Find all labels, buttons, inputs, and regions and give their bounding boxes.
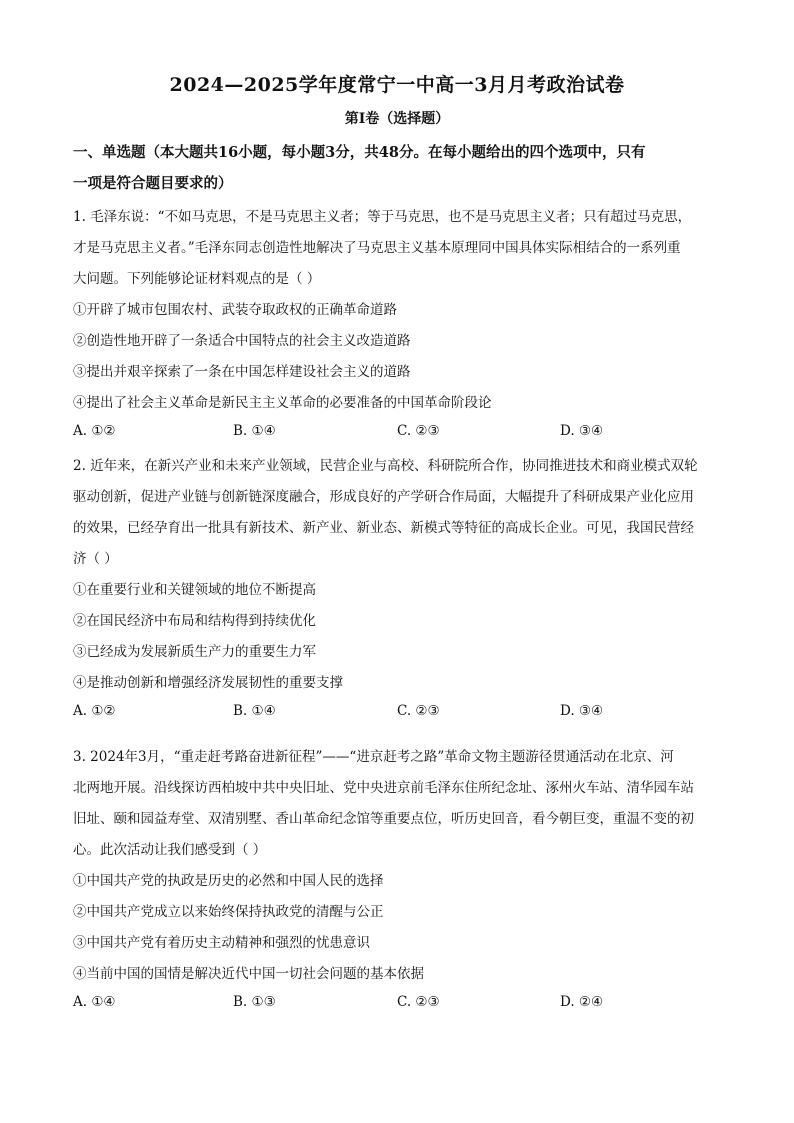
option-d[interactable]: D. ③④: [560, 703, 604, 719]
option-c[interactable]: C. ②③: [397, 423, 440, 439]
option-b[interactable]: B. ①④: [233, 423, 276, 439]
statement-4: ④提出了社会主义革命是新民主主义革命的必要准备的中国革命阶段论: [73, 395, 492, 411]
option-b[interactable]: B. ①④: [233, 703, 276, 719]
question-stem-line: 2. 近年来，在新兴产业和未来产业领域，民营企业与高校、科研院所合作，协同推进技术和商业模式双轮: [73, 458, 698, 474]
section-heading-line-2: 一项是符合题目要求的）: [73, 175, 233, 192]
option-c[interactable]: C. ②③: [397, 703, 440, 719]
question-stem-line: 心。此次活动让我们感受到（ ）: [73, 842, 267, 858]
statement-3: ③中国共产党有着历史主动精神和强烈的忧患意识: [73, 935, 370, 951]
question-stem-line: 济（ ）: [73, 551, 118, 567]
option-b[interactable]: B. ①③: [233, 994, 276, 1010]
answer-options: [73, 703, 723, 723]
option-d[interactable]: D. ③④: [560, 423, 604, 439]
statement-1: ①中国共产党的执政是历史的必然和中国人民的选择: [73, 873, 384, 889]
statement-1: ①开辟了城市包围农村、武装夺取政权的正确革命道路: [73, 302, 397, 318]
question-stem-line: 的效果，已经孕育出一批具有新技术、新产业、新业态、新模式等特征的高成长企业。可见，我国民营经: [73, 520, 694, 536]
exam-title: 2024—2025学年度常宁一中高一3月月考政治试卷: [169, 74, 625, 96]
question-stem-line: 1. 毛泽东说：“不如马克思，不是马克思主义者；等于马克思，也不是马克思主义者；只有超过马克思，: [73, 209, 692, 225]
section-heading-line-1: 一、单选题（本大题共16小题，每小题3分，共48分。在每小题给出的四个选项中，只有: [73, 144, 646, 161]
option-d[interactable]: D. ②④: [560, 994, 604, 1010]
option-c[interactable]: C. ②③: [397, 994, 440, 1010]
question-stem-line: 大问题。下列能够论证材料观点的是（ ）: [73, 271, 321, 287]
question-stem-line: 才是马克思主义者。”毛泽东同志创造性地解决了马克思主义基本原理同中国具体实际相结合的一系列重: [73, 240, 681, 256]
statement-1: ①在重要行业和关键领域的地位不断提高: [73, 582, 316, 598]
question-stem-line: 旧址、颐和园益寿堂、双清别墅、香山革命纪念馆等重要点位，听历史回音，看今朝巨变，重温不变的初: [73, 811, 694, 827]
option-a[interactable]: A. ①②: [73, 703, 116, 719]
volume-title: 第Ⅰ卷（选择题）: [344, 111, 450, 127]
statement-4: ④当前中国的国情是解决近代中国一切社会问题的基本依据: [73, 966, 424, 982]
option-a[interactable]: A. ①②: [73, 423, 116, 439]
statement-3: ③已经成为发展新质生产力的重要生力军: [73, 644, 316, 660]
question-stem-line: 北两地开展。沿线探访西柏坡中共中央旧址、党中央进京前毛泽东住所纪念址、涿州火车站、清华园车站: [73, 780, 694, 796]
answer-options: [73, 994, 723, 1014]
statement-2: ②创造性地开辟了一条适合中国特点的社会主义改造道路: [73, 333, 411, 349]
statement-3: ③提出并艰辛探索了一条在中国怎样建设社会主义的道路: [73, 364, 411, 380]
option-a[interactable]: A. ①④: [73, 994, 116, 1010]
statement-4: ④是推动创新和增强经济发展韧性的重要支撑: [73, 675, 343, 691]
answer-options: [73, 423, 723, 443]
question-stem-line: 驱动创新，促进产业链与创新链深度融合，形成良好的产学研合作局面，大幅提升了科研成果产业化应用: [73, 489, 694, 505]
question-stem-line: 3. 2024年3月，“重走赶考路奋进新征程”——“进京赶考之路”革命文物主题游径贯通活动在北京、河: [73, 749, 674, 765]
statement-2: ②在国民经济中布局和结构得到持续优化: [73, 613, 316, 629]
statement-2: ②中国共产党成立以来始终保持执政党的清醒与公正: [73, 904, 384, 920]
